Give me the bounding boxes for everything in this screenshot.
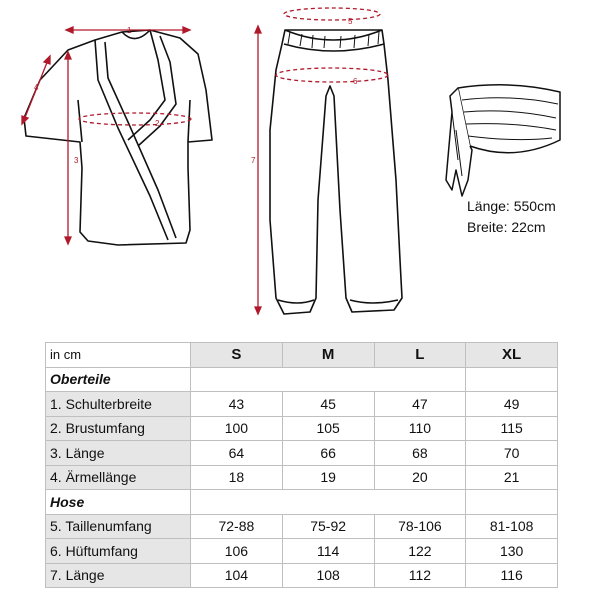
table-row <box>46 465 558 490</box>
table-cell: 106 <box>191 539 283 564</box>
row-label: 1. Schulterbreite <box>46 392 191 417</box>
size-header-xl: XL <box>466 343 558 368</box>
measure-number-7: 7 <box>251 156 256 165</box>
measure-number-2: 2 <box>155 119 160 128</box>
table-cell: 122 <box>374 539 466 564</box>
table-cell: 78-106 <box>374 514 466 539</box>
row-label: 4. Ärmellänge <box>46 465 191 490</box>
table-cell: 64 <box>191 441 283 466</box>
table-row <box>46 514 558 539</box>
table-cell: 110 <box>374 416 466 441</box>
table-cell: 19 <box>282 465 374 490</box>
table-cell: 108 <box>282 563 374 588</box>
belt-width: Breite: 22cm <box>467 219 546 235</box>
row-label: 2. Brustumfang <box>46 416 191 441</box>
table-cell: 21 <box>466 465 558 490</box>
table-header-row <box>46 343 558 368</box>
table-cell: 68 <box>374 441 466 466</box>
size-table <box>45 342 558 588</box>
table-cell: 81-108 <box>466 514 558 539</box>
measure-number-1: 1 <box>127 26 132 35</box>
table-cell: 115 <box>466 416 558 441</box>
table-row <box>46 539 558 564</box>
row-label: 5. Taillenumfang <box>46 514 191 539</box>
row-label: 7. Länge <box>46 563 191 588</box>
row-label: 3. Länge <box>46 441 191 466</box>
size-header-m: M <box>282 343 374 368</box>
section-title-pants: Hose <box>46 490 191 515</box>
section-row-tops <box>46 367 558 392</box>
measure-number-3: 3 <box>74 156 79 165</box>
table-cell: 75-92 <box>282 514 374 539</box>
table-cell: 104 <box>191 563 283 588</box>
table-cell: 112 <box>374 563 466 588</box>
section-row-pants <box>46 490 558 515</box>
size-header-s: S <box>191 343 283 368</box>
shirt-drawing <box>24 30 212 245</box>
table-cell: 49 <box>466 392 558 417</box>
pants-drawing <box>270 30 402 314</box>
table-cell: 130 <box>466 539 558 564</box>
table-cell: 105 <box>282 416 374 441</box>
table-cell: 70 <box>466 441 558 466</box>
table-cell: 20 <box>374 465 466 490</box>
belt-length: Länge: 550cm <box>467 198 556 214</box>
table-cell: 116 <box>466 563 558 588</box>
measure-number-5: 5 <box>348 17 353 26</box>
table-cell: 47 <box>374 392 466 417</box>
measure-number-4: 4 <box>34 83 39 92</box>
belt-drawing <box>446 85 560 196</box>
table-row <box>46 563 558 588</box>
measure-number-6: 6 <box>353 77 358 86</box>
size-header-l: L <box>374 343 466 368</box>
unit-label: in cm <box>46 343 191 368</box>
table-row <box>46 416 558 441</box>
table-cell: 114 <box>282 539 374 564</box>
row-label: 6. Hüftumfang <box>46 539 191 564</box>
table-cell: 45 <box>282 392 374 417</box>
table-cell: 66 <box>282 441 374 466</box>
section-title-tops: Oberteile <box>46 367 191 392</box>
table-cell: 100 <box>191 416 283 441</box>
table-row <box>46 441 558 466</box>
table-cell: 43 <box>191 392 283 417</box>
table-cell: 18 <box>191 465 283 490</box>
table-cell: 72-88 <box>191 514 283 539</box>
table-row <box>46 392 558 417</box>
